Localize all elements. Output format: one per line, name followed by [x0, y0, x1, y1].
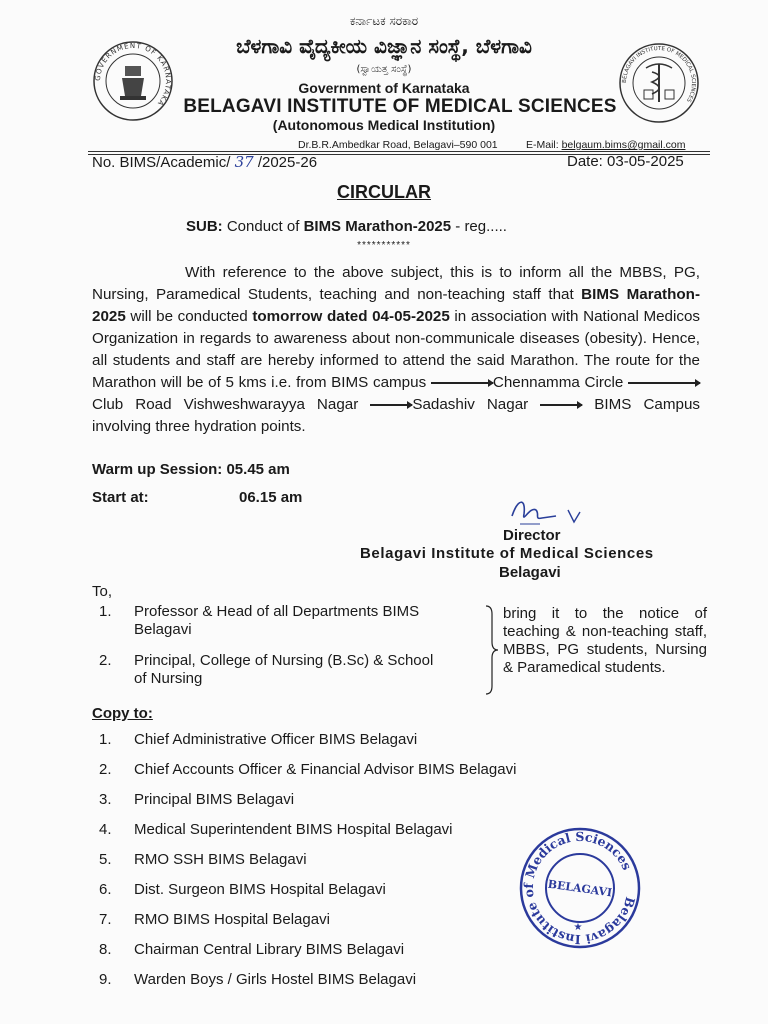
- notice-instruction: bring it to the notice of teaching & non-teaching staff, MBBS, PG students, Nursing & Paramedical students.: [503, 605, 707, 676]
- subject-bold: BIMS Marathon-2025: [303, 218, 452, 235]
- copy-to-text: Chairman Central Library BIMS Belagavi: [134, 941, 405, 958]
- signatory-title: Director: [503, 527, 561, 544]
- body-text-1: With reference to the above subject, this is to inform all the MBBS, PG, Nursing, Paramedical Students, teaching and non-teaching staff that: [92, 264, 700, 303]
- email-label: E-Mail:: [526, 139, 562, 151]
- copy-to-number: 8.: [99, 941, 112, 958]
- to-item-number: 1.: [99, 603, 112, 620]
- to-item: [92, 652, 492, 688]
- autonomous-line: (Autonomous Medical Institution): [272, 117, 496, 133]
- body-bold-2: tomorrow dated 04-05-2025: [252, 308, 450, 325]
- to-item-line2: Belagavi: [134, 621, 192, 638]
- subject-line: [186, 218, 507, 235]
- to-item-line2: of Nursing: [134, 670, 203, 687]
- kannada-government-line: ಕರ್ನಾಟಕ ಸರಕಾರ: [349, 14, 419, 28]
- government-line: Government of Karnataka: [298, 80, 470, 96]
- copy-to-text: Warden Boys / Girls Hostel BIMS Belagavi: [134, 971, 417, 988]
- circular-date: Date: 03-05-2025: [567, 153, 684, 170]
- copy-to-label: Copy to:: [92, 705, 153, 722]
- kannada-autonomous-line: (ಸ್ವಾಯತ್ತ ಸಂಸ್ಥೆ): [356, 64, 412, 75]
- to-item-line1: Principal, College of Nursing (B.Sc) & School: [134, 652, 434, 669]
- body-text-2: will be conducted: [125, 308, 253, 325]
- route-stop-4: BIMS Campus involving three hydration points.: [92, 396, 700, 435]
- copy-to-text: RMO SSH BIMS Belagavi: [134, 851, 307, 868]
- copy-to-number: 4.: [99, 821, 112, 838]
- kannada-institute-name: ಬೆಳಗಾವಿ ವೈದ್ಯಕೀಯ ವಿಜ್ಞಾನ ಸಂಸ್ಥೆ, ಬೆಳಗಾವಿ: [236, 34, 532, 58]
- institute-name: BELAGAVI INSTITUTE OF MEDICAL SCIENCES: [183, 96, 617, 117]
- copy-to-number: 3.: [99, 791, 112, 808]
- warmup-session: Warm up Session: 05.45 am: [92, 461, 290, 478]
- copy-to-text: Chief Administrative Officer BIMS Belagavi: [134, 731, 418, 748]
- copy-to-number: 7.: [99, 911, 112, 928]
- route-arrow-icon: [431, 382, 493, 384]
- start-time: 06.15 am: [239, 489, 303, 506]
- copy-to-number: 6.: [99, 881, 112, 898]
- copy-to-number: 1.: [99, 731, 112, 748]
- left-emblem-ring-text: GOVERNMENT OF KARNATAKA: [93, 41, 173, 108]
- route-stop-2: Club Road Vishweshwarayya Nagar: [92, 396, 371, 413]
- document-title: CIRCULAR: [337, 182, 431, 202]
- route-stop-3: Sadashiv Nagar: [412, 396, 541, 413]
- route-stop-1: Chennamma Circle: [492, 374, 628, 391]
- right-brace-icon: [484, 604, 500, 696]
- subject-pre: Conduct of: [222, 218, 304, 235]
- ref-suffix: /2025-26: [257, 154, 318, 171]
- to-label: To,: [92, 583, 113, 600]
- body-text-3: in association with National Medicos Organization in regards to awareness about non-communicale diseases (obesity). Hence, all students and staff are hereby informed to attend the said Marathon. The route for the Marathon will be of 5 kms i.e. from BIMS campus: [92, 308, 700, 391]
- start-label: Start at:: [92, 489, 149, 506]
- copy-to-text: RMO BIMS Hospital Belagavi: [134, 911, 330, 928]
- route-arrow-icon: [628, 382, 700, 384]
- subject-label: SUB:: [186, 218, 223, 235]
- copy-to-text: Chief Accounts Officer & Financial Advisor BIMS Belagavi: [134, 761, 517, 778]
- copy-to-text: Dist. Surgeon BIMS Hospital Belagavi: [134, 881, 386, 898]
- svg-text:★: ★: [573, 922, 583, 933]
- copy-to-number: 2.: [99, 761, 112, 778]
- ref-handwritten-number: 37: [234, 153, 254, 171]
- to-item-number: 2.: [99, 652, 112, 669]
- ref-prefix: No. BIMS/Academic/: [92, 154, 231, 171]
- separator-stars: ***********: [357, 240, 411, 251]
- institute-seal-stamp-icon: [518, 826, 642, 950]
- email-link[interactable]: belgaum.bims@gmail.com: [561, 139, 686, 151]
- body-paragraph: [92, 262, 700, 438]
- copy-to-text: Medical Superintendent BIMS Hospital Belagavi: [134, 821, 453, 838]
- email-line: [526, 139, 685, 151]
- route-arrow-icon: [540, 404, 582, 406]
- subject-post: - reg.....: [451, 218, 507, 235]
- header-divider: [88, 151, 710, 152]
- copy-to-number: 5.: [99, 851, 112, 868]
- to-item: [92, 603, 492, 639]
- to-item-line1: Professor & Head of all Departments BIMS: [134, 603, 420, 620]
- right-emblem-ring-text: BELAGAVI INSTITUTE OF MEDICAL SCIENCES: [621, 45, 697, 103]
- copy-to-text: Principal BIMS Belagavi: [134, 791, 295, 808]
- address-line: Dr.B.R.Ambedkar Road, Belagavi–590 001: [298, 139, 498, 151]
- director-signature-icon: [500, 494, 590, 530]
- copy-to-number: 9.: [99, 971, 112, 988]
- reference-number: [92, 153, 317, 171]
- stamp-center-text: BELAGAVI: [546, 877, 613, 900]
- route-arrow-icon: [370, 404, 412, 406]
- signatory-place: Belagavi: [499, 564, 561, 581]
- body-bold-1: BIMS Marathon-2025: [92, 286, 701, 325]
- signatory-institute: Belagavi Institute of Medical Sciences: [360, 545, 654, 562]
- stamp-ring-text: Belagavi Institute of Medical Sciences: [520, 828, 639, 948]
